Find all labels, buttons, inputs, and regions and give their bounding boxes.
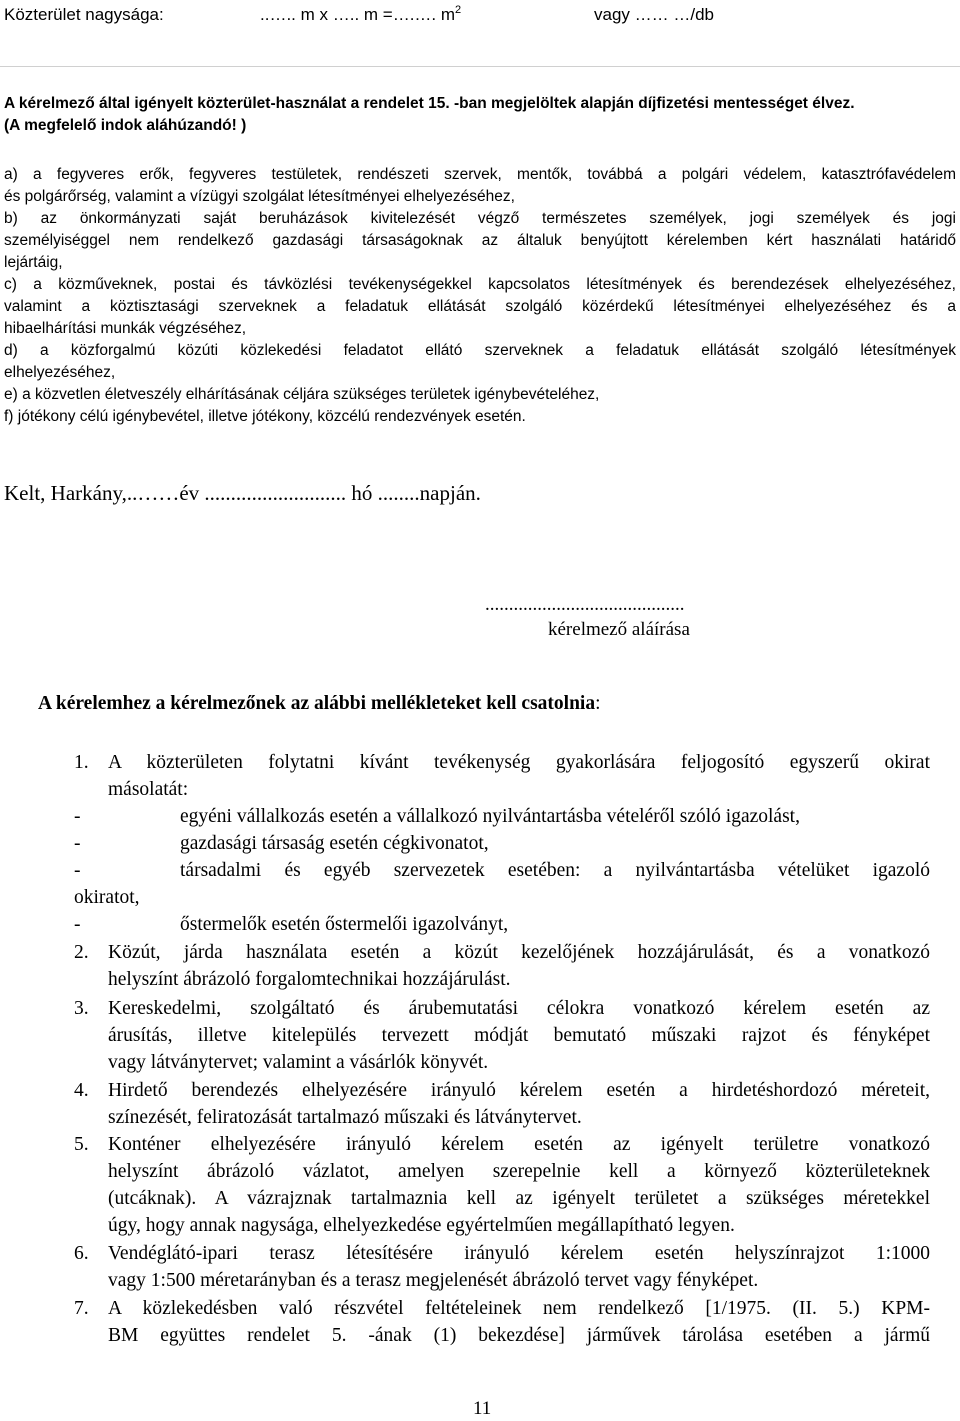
item-text-line: helyszínt ábrázoló forgalomtechnikai hozzájárulást. [108,969,511,990]
signature-label: kérelmező aláírása [548,619,690,640]
item-text-line: BM együttes rendelet 5. -ának (1) bekezdése] járművek tárolása esetében a jármű [108,1325,930,1346]
divider-line [0,66,960,67]
item-text-line: Vendéglátó-ipari terasz létesítésére irányuló kérelem esetén helyszínrajzot 1:1000 [108,1243,930,1264]
area-size-dims: ..….. m x ….. m =….…. $m^2$ [260,4,462,24]
dash-text: társadalmi és egyéb szervezetek esetében: a nyilvántartásba vételüket igazoló [180,860,930,881]
reason-b-line1: b) az önkormányzati saját beruházások kivitelezését végző természetes személyek, jogi személyek és jogi [4,210,956,227]
dash-bullet: - [74,860,81,881]
item-number: 4. [74,1080,89,1101]
dash-bullet: - [74,833,81,854]
item-text-line: árusítás, illetve kitelepülés tervezett módját bemutató műszaki rajzot és fényképet [108,1025,930,1046]
item-number: 2. [74,942,89,963]
dash-bullet: - [74,806,81,827]
exemption-note: (A megfelelő indok aláhúzandó! ) [4,117,247,134]
item-text-line: színezését, feliratozását tartalmazó műszaki és látványtervet. [108,1107,582,1128]
reason-a-line1: a) a fegyveres erők, fegyveres testületek, rendészeti szervek, mentők, továbbá a polgári védelem, katasztrófavédelem [4,166,956,183]
reason-d-line1: d) a közforgalmú közúti közlekedési feladatot ellátó szerveknek a feladatuk ellátását szolgáló létesítmények [4,342,956,359]
exemption-reasons [4,164,956,428]
reason-b-line3: lejártáig, [4,254,63,271]
item-text-line: másolatát: [108,779,189,800]
item-text-line: Konténer elhelyezésére irányuló kérelem esetén az igényelt területre vonatkozó [108,1134,930,1155]
item-number: 5. [74,1134,89,1155]
signature-line: .......................................... [485,594,685,615]
date-place-line: Kelt, Harkány,..……év ........................... hó ........napján. [4,481,481,505]
item-text-line: úgy, hogy annak nagysága, elhelyezkedése egyértelműen megállapítható legyen. [108,1215,735,1236]
area-size-label: Közterület nagysága: [4,5,164,24]
item-number: 6. [74,1243,89,1264]
dash-text: gazdasági társaság esetén cégkivonatot, [180,833,489,854]
reason-a-line2: és polgárőrség, valamint a vízügyi szolgálat létesítményei elhelyezéséhez, [4,188,515,205]
per-piece-field: vagy …… …/db [594,5,714,24]
item-number: 3. [74,998,89,1019]
item-text-line: A közlekedésben való részvétel feltételeinek nem rendelkező [1/1975. (II. 5.) KPM- [108,1298,930,1319]
exemption-heading: A kérelmező által igényelt közterület-használat a rendelet 15. -ban megjelöltek alapján díjfizetési mentességet élvez. [4,95,855,112]
dash-item-3-continuation: okiratot, [74,887,140,908]
item-text-line: vagy 1:500 méretarányban és a terasz megjelenését ábrázoló tervet vagy fényképet. [108,1270,759,1291]
dash-text: őstermelők esetén őstermelői igazolványt, [180,914,509,935]
dash-text: egyéni vállalkozás esetén a vállalkozó nyilvántartásba vételéről szóló igazolást, [180,806,800,827]
item-text-line: Hirdető berendezés elhelyezésére irányuló kérelem esetén a hirdetéshordozó méreteit, [108,1080,930,1101]
reason-b-line2: személyiséggel nem rendelkező gazdasági társaságoknak az általuk benyújtott kérelemben kért használati határidő [4,232,956,249]
item-text-line: vagy látványtervet; valamint a vásárlók könyvét. [108,1052,489,1073]
reason-e: e) a közvetlen életveszély elhárításának céljára szükséges területek igénybevételéhez, [4,386,600,403]
reason-d-line2: elhelyezéséhez, [4,364,116,381]
item-text-line: Kereskedelmi, szolgáltató és árubemutatási célokra vonatkozó kérelem esetén az [108,998,930,1019]
item-text-line: (utcáknak). A vázrajznak tartalmaznia kell az igényelt területet a szükséges méretekkel [108,1188,930,1209]
item-number: 1. [74,752,89,773]
attachments-heading: A kérelemhez a kérelmezőnek az alábbi mellékleteket kell csatolnia: [38,693,601,714]
item-number: 7. [74,1298,89,1319]
reason-c-line3: hibaelhárítási munkák végzéséhez, [4,320,247,337]
reason-c-line1: c) a közművеknek, postai és távközlési tevékenységekkel kapcsolatos létesítmények és berendezések elhelyezéséhez, [4,276,956,293]
item-text-line: helyszínt ábrázoló vázlatot, amelyen szerepelnie kell a környező közterületeknek [108,1161,930,1182]
reason-f: f) jótékony célú igénybevétel, illetve jótékony, közcélú rendezvények esetén. [4,408,526,425]
item-text-line: Közút, járda használata esetén a közút kezelőjének hozzájárulását, és a vonatkozó [108,942,930,963]
item-text-line: A közterületen folytatni kívánt tevékenység gyakorlására feljogosító egyszerű okirat [108,752,930,773]
page-number: 11 [473,1398,492,1419]
reason-c-line2: valamint a köztisztasági szerveknek a feladatuk ellátását szolgáló közérdekű létesítményei elhelyezéséhez és a [4,298,956,315]
squared-superscript: 2 [455,4,462,16]
dash-bullet: - [74,914,81,935]
